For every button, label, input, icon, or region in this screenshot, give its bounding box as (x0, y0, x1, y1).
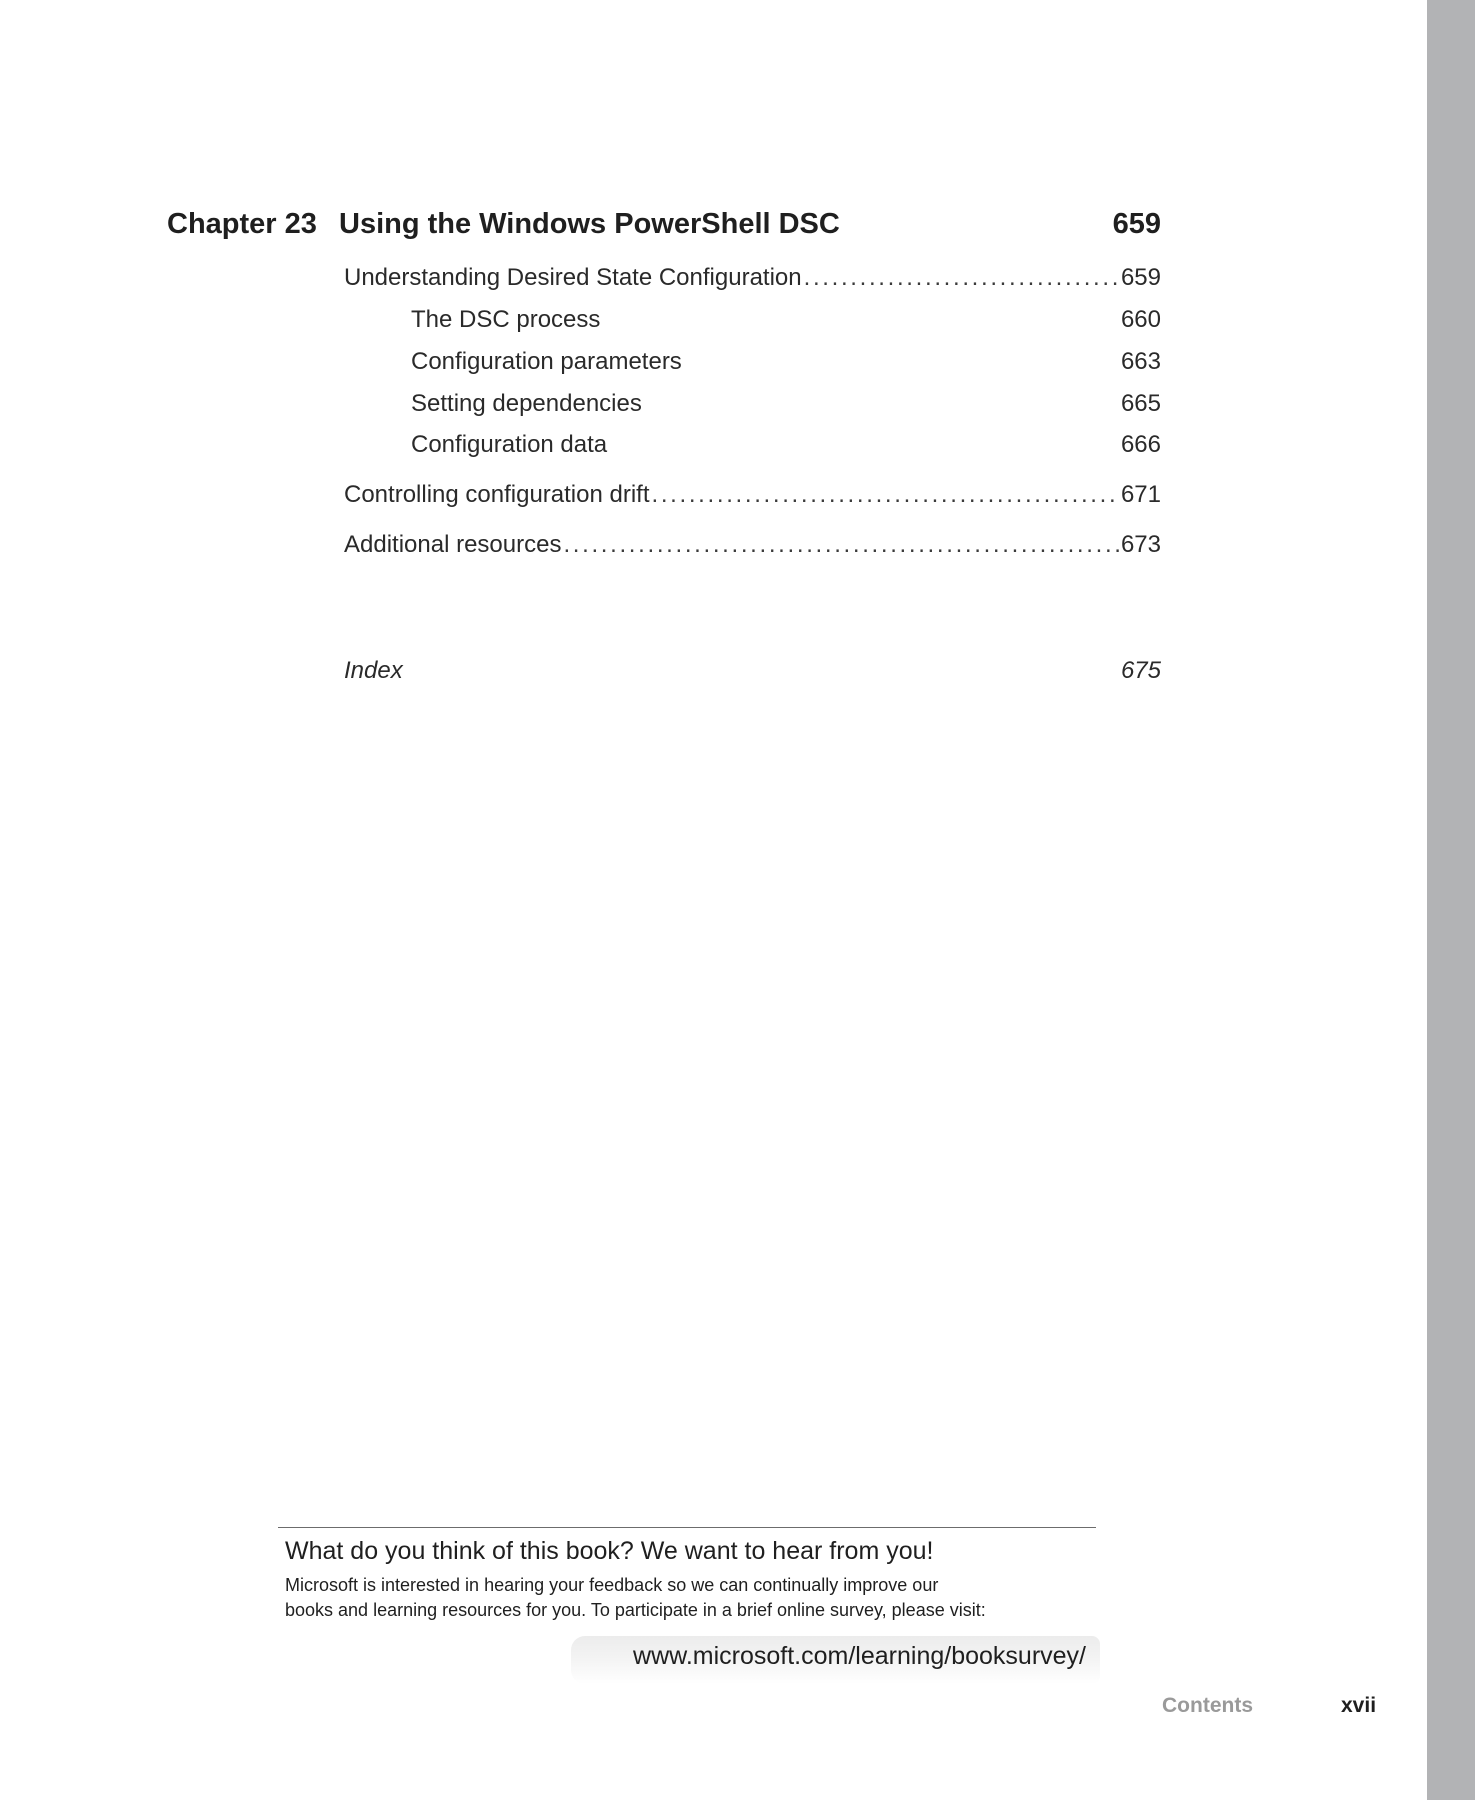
toc-entry-text: Understanding Desired State Configuration (344, 264, 802, 291)
toc-subentry-text: Configuration data (411, 431, 608, 458)
toc-entry-drift (344, 481, 1161, 515)
toc-subentry-page: 665 (1120, 390, 1161, 417)
toc-entry-understanding (344, 264, 1161, 298)
toc-entry-resources (344, 531, 1161, 565)
toc-subentry (411, 306, 1161, 340)
footer-section-label: Contents (1162, 1694, 1253, 1717)
survey-body-line: Microsoft is interested in hearing your feedback so we can continually improve our (285, 1575, 939, 1595)
toc-entry-text: Additional resources (344, 531, 562, 558)
dot-leader (563, 531, 1119, 559)
survey-url-box[interactable] (571, 1636, 1100, 1684)
survey-body-line: books and learning resources for you. To participate in a brief online survey, please visit: (285, 1600, 986, 1620)
chapter-number: Chapter 23 (167, 208, 317, 240)
page-edge-band (1427, 0, 1475, 1800)
toc-entry-page: 671 (1120, 481, 1161, 508)
toc-subentry-text: Configuration parameters (411, 348, 682, 375)
toc-subentry-text: Setting dependencies (411, 390, 642, 417)
toc-subentry (411, 348, 1161, 382)
chapter-page-number: 659 (1112, 208, 1161, 240)
toc-subentry-text: The DSC process (411, 306, 601, 333)
chapter-title: Using the Windows PowerShell DSC (339, 208, 840, 240)
toc-subentry-page: 663 (1120, 348, 1161, 375)
survey-heading: What do you think of this book? We want to hear from you! (285, 1537, 934, 1565)
chapter-heading (167, 208, 1161, 252)
toc-entry-page: 673 (1120, 531, 1161, 558)
index-entry (344, 657, 1161, 691)
toc-entry-text: Controlling configuration drift (344, 481, 650, 508)
dot-leader (804, 264, 1119, 292)
index-page-number: 675 (1120, 657, 1161, 684)
toc-entry-page: 659 (1120, 264, 1161, 291)
toc-subentry (411, 431, 1161, 465)
dot-leader (652, 481, 1119, 509)
toc-subentry-page: 660 (1120, 306, 1161, 333)
survey-divider (278, 1527, 1096, 1528)
footer-page-number: xvii (1341, 1694, 1377, 1717)
survey-url-link[interactable]: www.microsoft.com/learning/booksurvey/ (633, 1642, 1086, 1670)
survey-body (285, 1573, 1105, 1623)
toc-subentry-page: 666 (1120, 431, 1161, 458)
index-label: Index (344, 657, 403, 684)
toc-subentry (411, 390, 1161, 424)
